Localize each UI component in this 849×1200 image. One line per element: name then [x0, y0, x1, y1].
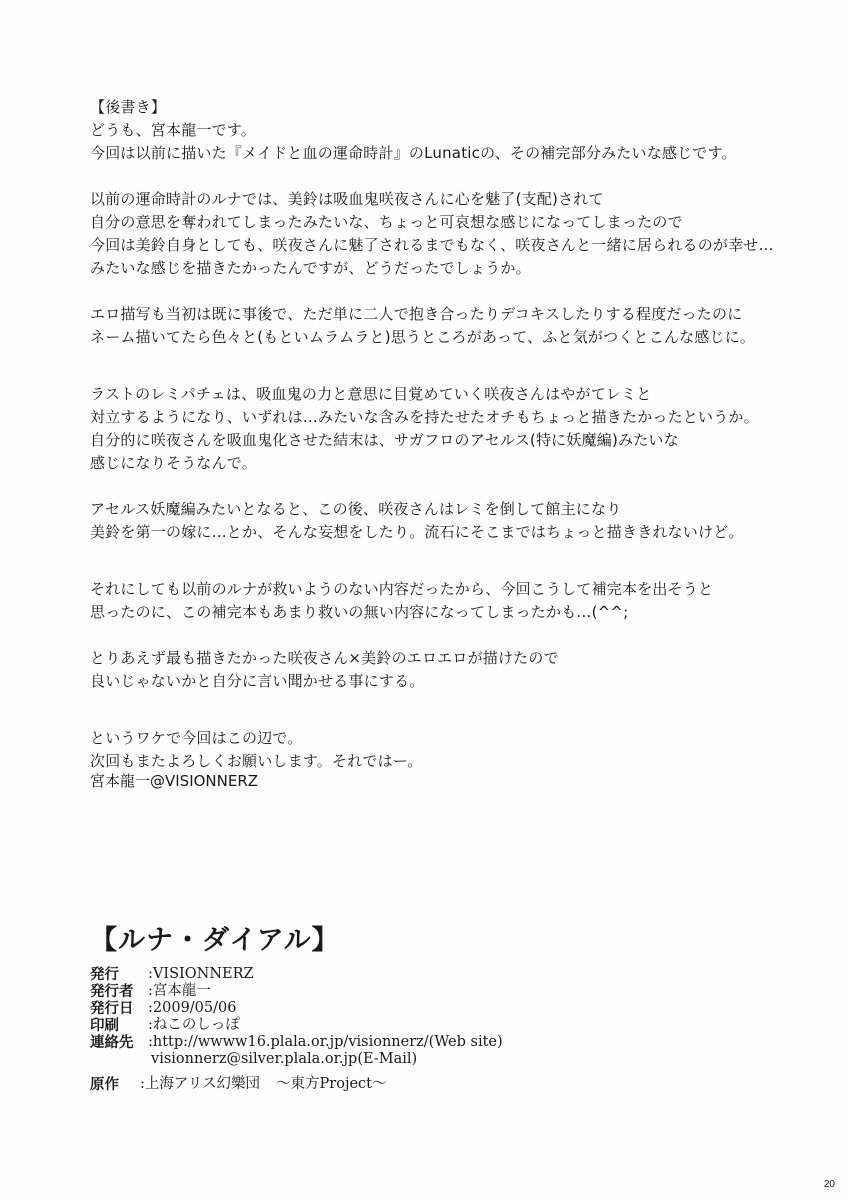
colophon-row-printer — [90, 1017, 503, 1034]
afterword-paragraph-4 — [90, 383, 810, 475]
colophon-value: 宮本龍一 — [152, 983, 211, 999]
text-line: ネーム描いてたら色々と(もといムラムラと)思うところがあって、ふと気がつくとこんな感じに。 — [90, 328, 756, 346]
text-line: 思ったのに、この補完本もあまり救いの無い内容になってしまったかも…(^^; — [90, 603, 629, 621]
afterword-paragraph-7 — [90, 647, 810, 693]
colophon-separator: : — [148, 1034, 153, 1050]
colophon-label: 発行 — [90, 966, 119, 983]
afterword-paragraph-1 — [90, 119, 810, 165]
text-line: それにしても以前のルナが救いようのない内容だったから、今回こうして補完本を出そうと — [90, 580, 714, 598]
text-line: エロ描写も当初は既に事後で、ただ単に二人で抱き合ったりデコキスしたりする程度だったのに — [90, 305, 743, 323]
colophon-row-date — [90, 1000, 503, 1017]
colophon-separator: : — [148, 1000, 153, 1016]
text-line: アセルス妖魔編みたいとなると、この後、咲夜さんはレミを倒して館主になり — [90, 500, 622, 518]
colophon-separator: : — [148, 966, 153, 982]
colophon-row-contact — [90, 1034, 503, 1051]
text-line: 良いじゃないかと自分に言い聞かせる事にする。 — [90, 672, 425, 690]
colophon — [90, 966, 503, 1093]
colophon-value: 2009/05/06 — [152, 1000, 237, 1016]
afterword-paragraph-8 — [90, 727, 810, 773]
colophon-label: 原作 — [90, 1076, 119, 1093]
text-line: ラストのレミパチェは、吸血鬼の力と意思に目覚めていく咲夜さんはやがてレミと — [90, 385, 652, 403]
afterword-heading: 【後書き】 — [90, 98, 167, 116]
text-line: 以前の運命時計のルナでは、美鈴は吸血鬼咲夜さんに心を魅了(支配)されて — [90, 190, 604, 208]
text-line: 今回は以前に描いた『メイドと血の運命時計』のLunaticの、その補完部分みたいな感じです。 — [90, 144, 737, 162]
colophon-separator: : — [148, 1017, 153, 1033]
text-line: 美鈴を第一の嫁に…とか、そんな妄想をしたり。流石にそこまではちょっと描ききれないけど。 — [90, 523, 744, 541]
colophon-value: VISIONNERZ — [152, 966, 254, 982]
email-link[interactable]: visionnerz@silver.plala.or.jp(E-Mail) — [151, 1051, 418, 1067]
text-line: 自分の意思を奪われてしまったみたいな、ちょっと可哀想な感じになってしまったので — [90, 213, 683, 231]
colophon-label: 連絡先 — [90, 1034, 134, 1051]
colophon-value: 上海アリス幻樂団 — [144, 1076, 261, 1092]
text-line: どうも、宮本龍一です。 — [90, 121, 257, 139]
text-line: 今回は美鈴自身としても、咲夜さんに魅了されるまでもなく、咲夜さんと一緒に居られるのが幸せ… — [90, 236, 774, 254]
text-line: というワケで今回はこの辺で。 — [90, 729, 303, 747]
afterword-paragraph-6 — [90, 578, 810, 624]
colophon-separator: : — [140, 1076, 145, 1092]
colophon-label: 発行日 — [90, 1000, 134, 1017]
page-number: 20 — [823, 1179, 835, 1190]
colophon-row-origin — [90, 1076, 503, 1093]
original-work: ～東方Project～ — [276, 1076, 387, 1092]
author-signature: 宮本龍一@VISIONNERZ — [90, 772, 259, 790]
afterword-section — [90, 96, 810, 796]
colophon-separator: : — [148, 983, 153, 999]
colophon-title: 【ルナ・ダイアル】 — [90, 925, 340, 956]
text-line: みたいな感じを描きたかったんですが、どうだったでしょうか。 — [90, 259, 531, 277]
text-line: 対立するようになり、いずれは…みたいな含みを持たせたオチもちょっと描きたかったというか。 — [90, 408, 759, 426]
website-link[interactable]: http://wwww16.plala.or.jp/visionnerz/(Web site) — [152, 1034, 503, 1050]
text-line: 感じになりそうなんで。 — [90, 454, 257, 472]
text-line: とりあえず最も描きたかった咲夜さん×美鈴のエロエロが描けたので — [90, 649, 559, 667]
colophon-row-publisher — [90, 966, 503, 983]
colophon-label: 印刷 — [90, 1017, 119, 1034]
afterword-paragraph-2 — [90, 188, 810, 280]
colophon-row-issuer — [90, 983, 503, 1000]
colophon-row-email — [90, 1051, 503, 1068]
afterword-paragraph-3 — [90, 303, 810, 349]
text-line: 自分的に咲夜さんを吸血鬼化させた結末は、サガフロのアセルス(特に妖魔編)みたいな — [90, 431, 679, 449]
colophon-value: ねこのしっぽ — [152, 1017, 240, 1033]
colophon-label: 発行者 — [90, 983, 134, 1000]
text-line: 次回もまたよろしくお願いします。それではー。 — [90, 752, 423, 770]
afterword-paragraph-5 — [90, 498, 810, 544]
